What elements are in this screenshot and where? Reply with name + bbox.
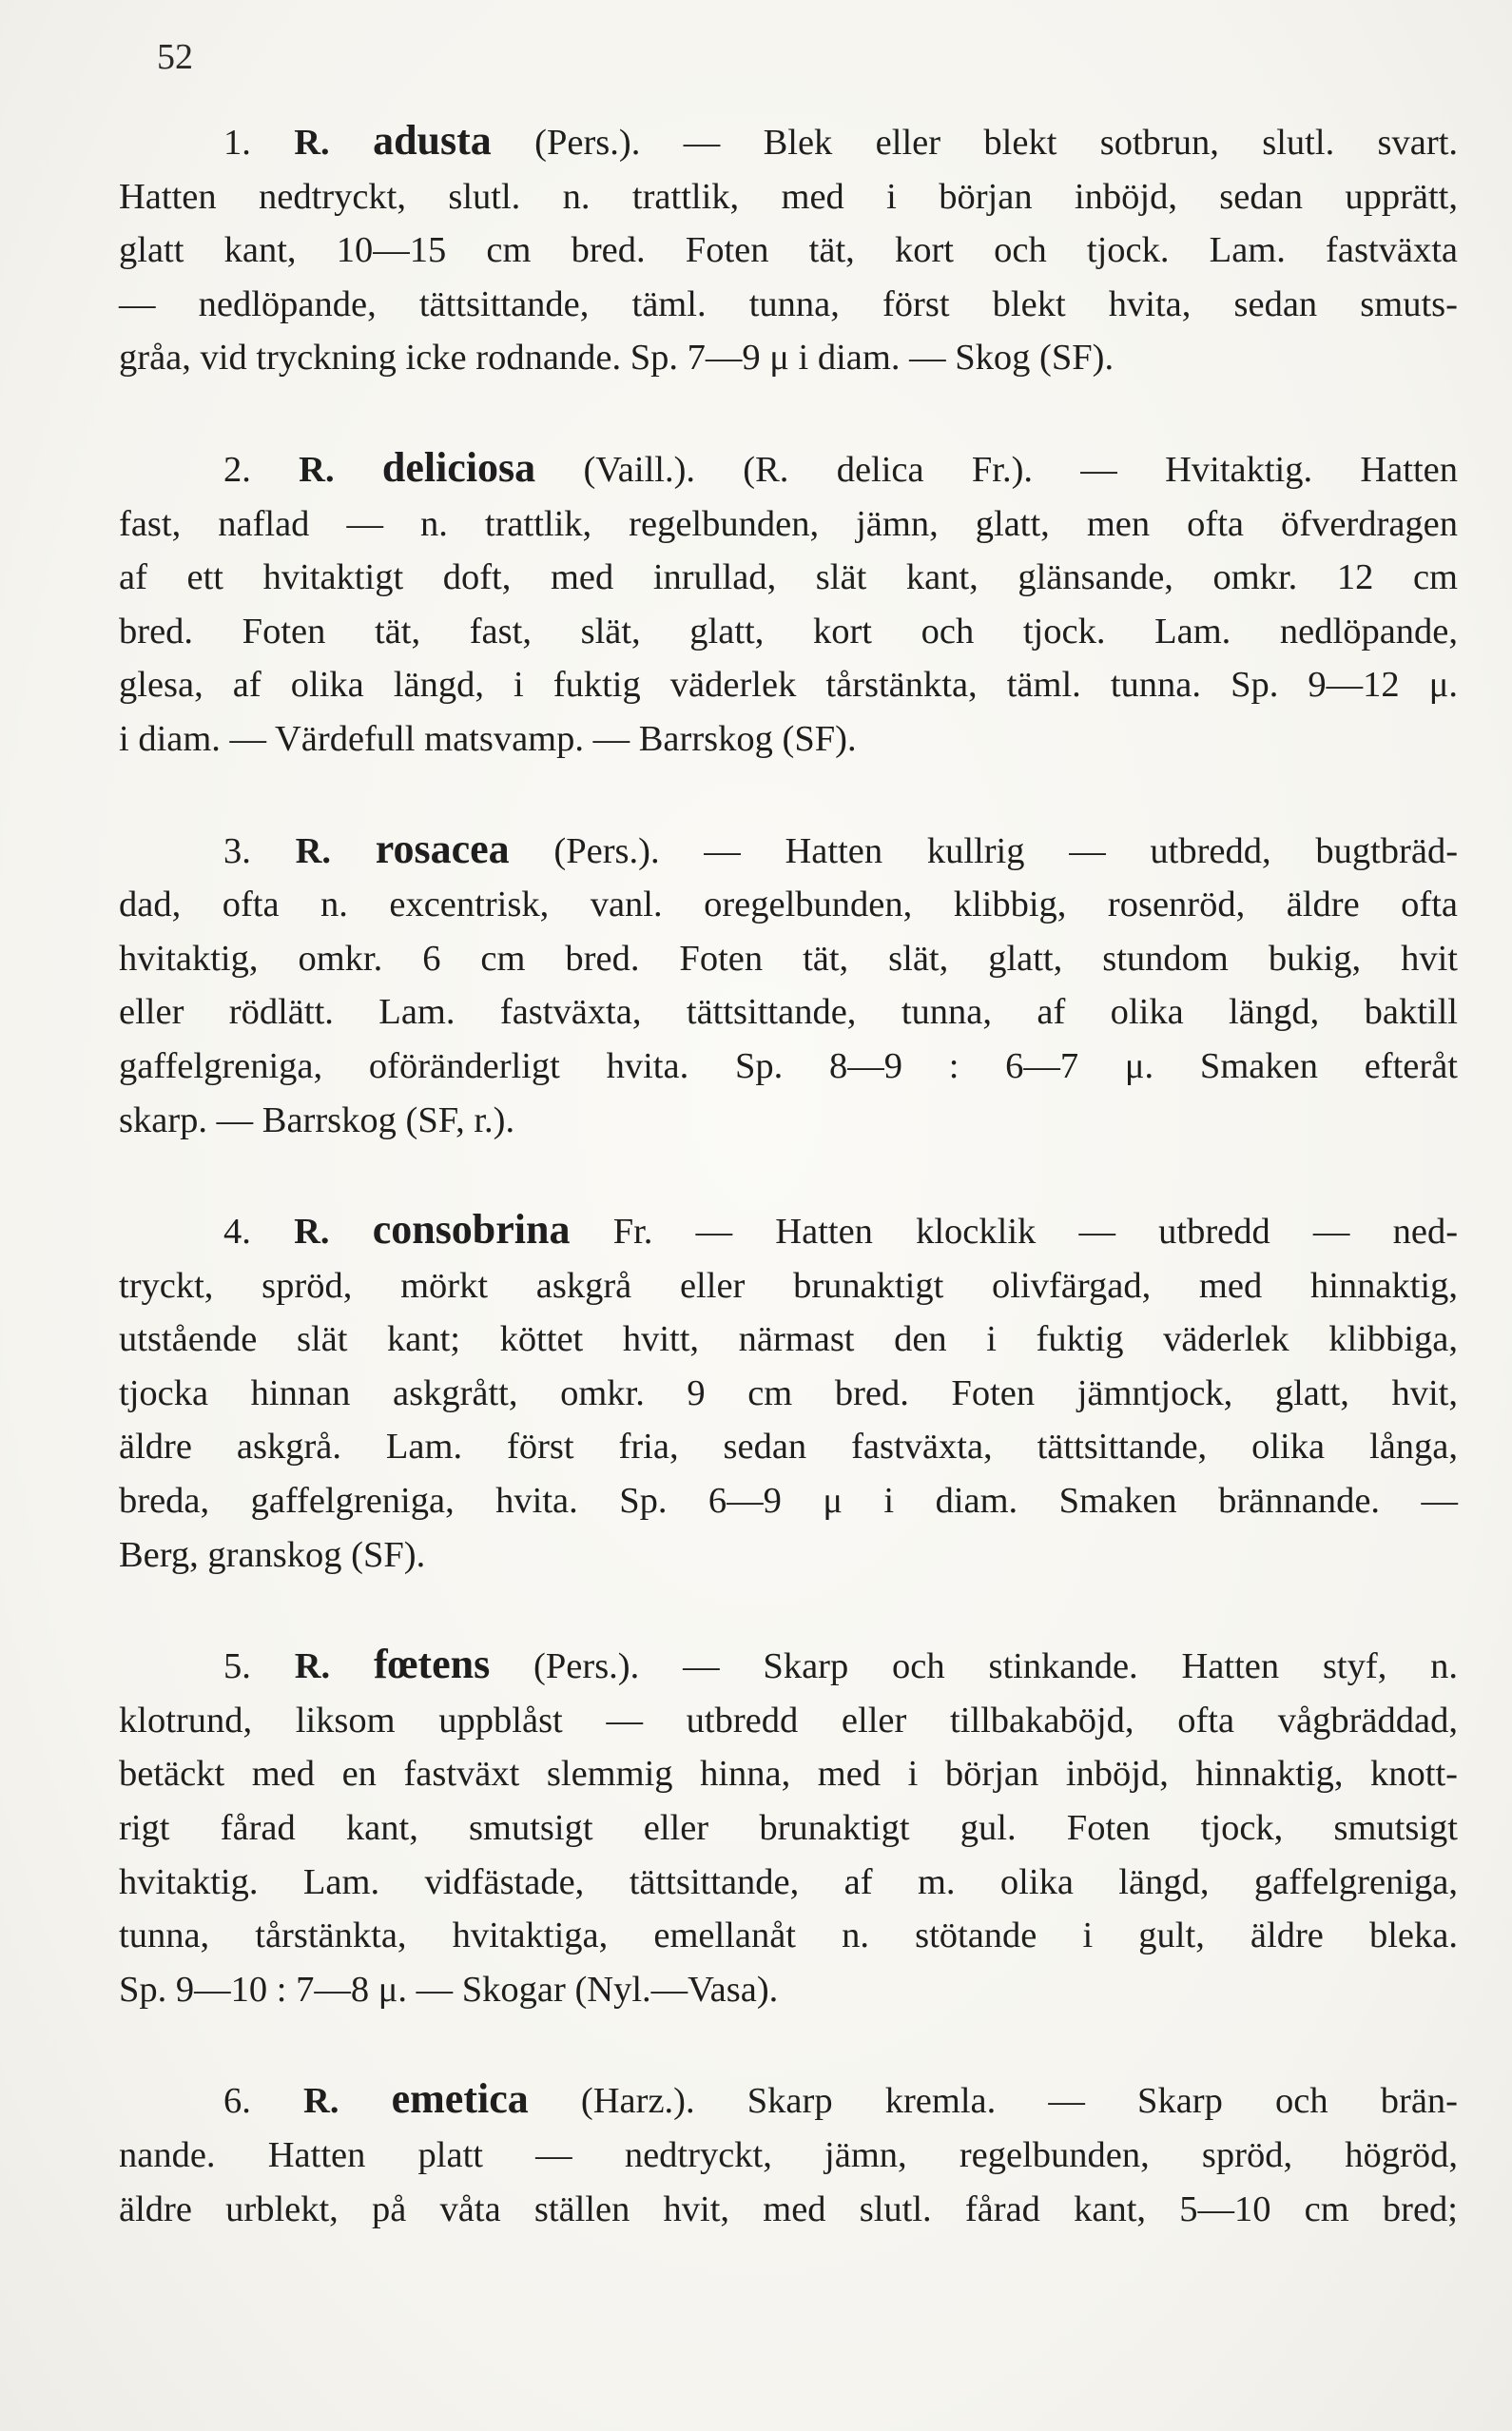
entry-line: fast, naflad — n. trattlik, regelbunden, jämn, glatt, men ofta öfverdragen (119, 503, 1458, 544)
species-name: deliciosa (381, 443, 536, 491)
species-name: fœtens (374, 1641, 491, 1688)
entry-line: äldre urblekt, på våta ställen hvit, med slutl. fårad kant, 5—10 cm bred; (119, 2188, 1458, 2229)
species-name: adusta (373, 117, 492, 164)
entry-line: Hatten nedtryckt, slutl. n. trattlik, med i början inböjd, sedan upprätt, (119, 176, 1458, 217)
entry-number: 5. (223, 1646, 251, 1687)
entry-text: (Harz.). Skarp kremla. — Skarp och brän- (580, 2081, 1459, 2122)
entry-line: gaffelgreniga, oföränderligt hvita. Sp. 8—9 : 6—7 μ. Smaken efteråt (119, 1045, 1458, 1086)
entry-number: 2. (223, 449, 251, 490)
entry-line: hvitaktig, omkr. 6 cm bred. Foten tät, slät, glatt, stundom bukig, hvit (119, 938, 1458, 979)
genus-abbrev: R. (294, 123, 330, 163)
species-entry-foetens (119, 1638, 1458, 2016)
entry-line: tjocka hinnan askgrått, omkr. 9 cm bred. Foten jämntjock, glatt, hvit, (119, 1372, 1458, 1413)
entry-number: 6. (223, 2081, 251, 2122)
entry-line: — nedlöpande, tättsittande, täml. tunna, först blekt hvita, sedan smuts- (119, 283, 1458, 324)
page-number: 52 (157, 37, 193, 77)
entry-text: (Pers.). — Hatten kullrig — utbredd, bugtbräd- (553, 830, 1459, 871)
entry-line (119, 114, 1458, 170)
species-entry-deliciosa (119, 441, 1458, 767)
entry-line: eller rödlätt. Lam. fastväxta, tättsittande, tunna, af olika längd, baktill (119, 992, 1458, 1033)
entry-line (119, 2072, 1458, 2129)
species-name: rosacea (375, 825, 510, 872)
entry-line: glatt kant, 10—15 cm bred. Foten tät, kort och tjock. Lam. fastväxta (119, 230, 1458, 271)
species-entry-rosacea (119, 823, 1458, 1148)
entry-line: utstående slät kant; köttet hvitt, närmast den i fuktig väderlek klibbiga, (119, 1319, 1458, 1360)
species-entry-emetica (119, 2072, 1458, 2236)
entry-line: betäckt med en fastväxt slemmig hinna, med i början inböjd, hinnaktig, knott- (119, 1754, 1458, 1795)
entry-text: (Vaill.). (R. delica Fr.). — Hvitaktig. Hatten (583, 449, 1459, 490)
entry-line: breda, gaffelgreniga, hvita. Sp. 6—9 μ i diam. Smaken brännande. — (119, 1481, 1458, 1522)
entry-line: nande. Hatten platt — nedtryckt, jämn, regelbunden, spröd, högröd, (119, 2135, 1458, 2175)
genus-abbrev: R. (295, 830, 332, 871)
genus-abbrev: R. (303, 2081, 339, 2122)
entry-line: glesa, af olika längd, i fuktig väderlek tårstänkta, täml. tunna. Sp. 9—12 μ. (119, 665, 1458, 706)
entry-number: 4. (223, 1212, 251, 1253)
genus-abbrev: R. (294, 1646, 331, 1687)
entry-text: Fr. — Hatten klocklik — utbredd — ned- (612, 1212, 1459, 1253)
entry-line: bred. Foten tät, fast, slät, glatt, kort och tjock. Lam. nedlöpande, (119, 611, 1458, 652)
species-entry-consobrina (119, 1203, 1458, 1582)
entry-line (119, 823, 1458, 879)
species-name: consobrina (372, 1206, 571, 1254)
entry-line: af ett hvitaktigt doft, med inrullad, slät kant, glänsande, omkr. 12 cm (119, 557, 1458, 598)
entry-line: gråa, vid tryckning icke rodnande. Sp. 7—9 μ i diam. — Skog (SF). (119, 338, 1115, 379)
genus-abbrev: R. (299, 449, 335, 490)
entry-line: rigt fårad kant, smutsigt eller brunaktigt gul. Foten tjock, smutsigt (119, 1808, 1458, 1849)
species-name: emetica (391, 2075, 529, 2123)
entry-line: dad, ofta n. excentrisk, vanl. oregelbunden, klibbig, rosenröd, äldre ofta (119, 885, 1458, 925)
entry-line: tryckt, spröd, mörkt askgrå eller brunaktigt olivfärgad, med hinnaktig, (119, 1265, 1458, 1306)
entry-text: (Pers.). — Blek eller blekt sotbrun, slutl. svart. (534, 123, 1459, 163)
entry-line: klotrund, liksom uppblåst — utbredd eller tillbakaböjd, ofta vågbräddad, (119, 1700, 1458, 1741)
entry-text: (Pers.). — Skarp och stinkande. Hatten styf, n. (533, 1646, 1459, 1687)
entry-line: Berg, granskog (SF). (119, 1534, 426, 1575)
species-entry-adusta (119, 114, 1458, 385)
entry-line (119, 1638, 1458, 1694)
entry-number: 3. (223, 830, 251, 871)
entry-line: hvitaktig. Lam. vidfästade, tättsittande, af m. olika längd, gaffelgreniga, (119, 1861, 1458, 1902)
entry-line: Sp. 9—10 : 7—8 μ. — Skogar (Nyl.—Vasa). (119, 1969, 779, 2010)
entry-line: äldre askgrå. Lam. först fria, sedan fastväxta, tättsittande, olika långa, (119, 1427, 1458, 1468)
entry-line: tunna, tårstänkta, hvitaktiga, emellanåt n. stötande i gult, äldre bleka. (119, 1916, 1458, 1956)
entry-number: 1. (223, 123, 251, 163)
entry-line (119, 1203, 1458, 1259)
entry-line (119, 441, 1458, 497)
species-list (119, 114, 1458, 2236)
genus-abbrev: R. (294, 1212, 330, 1253)
entry-line: i diam. — Värdefull matsvamp. — Barrskog (SF). (119, 718, 857, 759)
entry-line: skarp. — Barrskog (SF, r.). (119, 1099, 515, 1140)
